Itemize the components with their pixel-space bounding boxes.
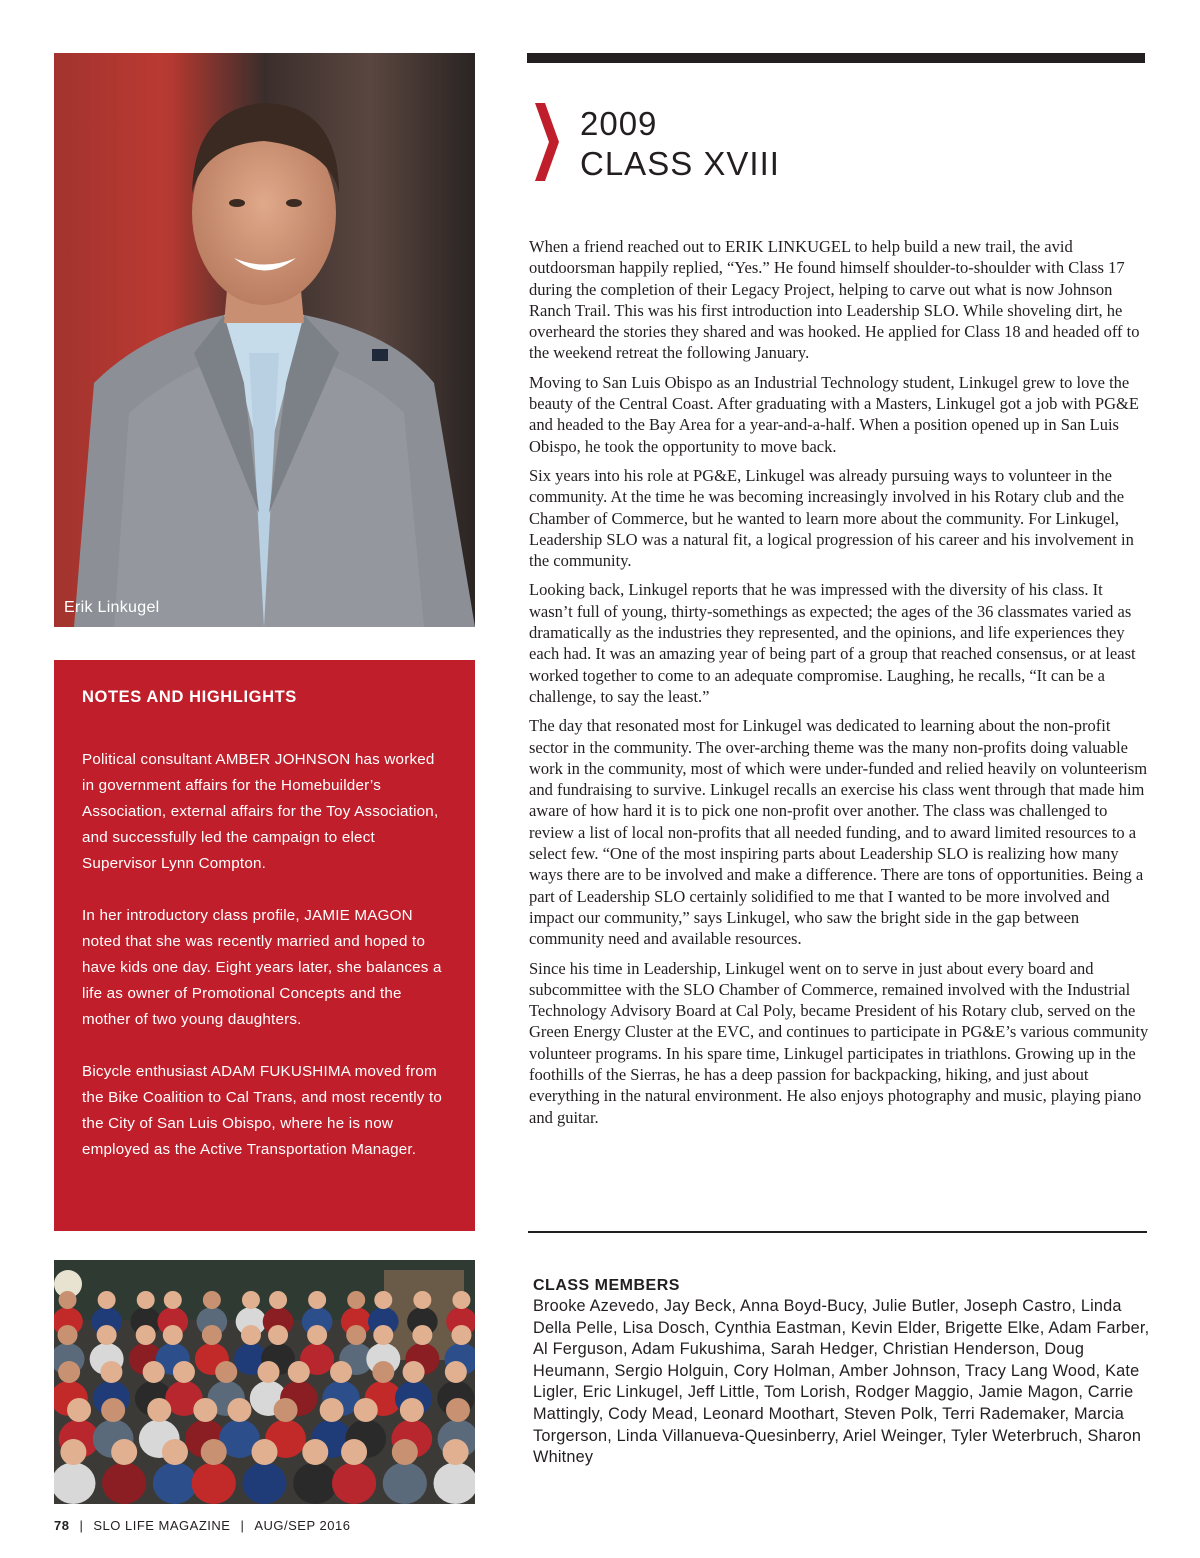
notes-paragraph: In her introductory class profile, JAMIE MAGON noted that she was recently married and hoped to have kids one day. Eight years later, she balances a life as owner of Promotional Concepts and the mother of two young daughters. (82, 907, 442, 1028)
footer-separator: | (79, 1518, 84, 1533)
portrait-photo (54, 53, 475, 627)
page-number: 78 (54, 1518, 70, 1533)
notes-box (54, 660, 475, 1231)
portrait-illustration (54, 53, 475, 627)
chevron-icon (535, 103, 559, 181)
section-rule (528, 1231, 1147, 1233)
page-footer (54, 1518, 350, 1533)
notes-paragraph: Political consultant AMBER JOHNSON has worked in government affairs for the Homebuilder’s Association, external affairs for the Toy Association, and successfully led the campaign to elect Supervisor Lynn Compton. (82, 751, 439, 872)
issue-date: AUG/SEP 2016 (254, 1518, 351, 1533)
article-paragraph: Moving to San Luis Obispo as an Industrial Technology student, Linkugel grew to love the beauty of the Central Coast. After graduating with a Masters, Linkugel got a job with PG&E and headed to the Bay Area for a year-and-a-half. When a position opened up in San Luis Obispo, he took the opportunity to move back. (529, 372, 1139, 456)
notes-paragraph: Bicycle enthusiast ADAM FUKUSHIMA moved from the Bike Coalition to Cal Trans, and most recently to the City of San Luis Obispo, where he is now employed as the Active Transportation Manager. (82, 1063, 443, 1158)
class-members (533, 1276, 1153, 1469)
class-name: CLASS XVIII (580, 145, 780, 182)
article-body (529, 236, 1149, 1136)
article-paragraph: When a friend reached out to ERIK LINKUGEL to help build a new trail, the avid outdoorsman happily replied, “Yes.” He found himself shoulder-to-shoulder with Class 17 during the completion of their Legacy Project, helping to carve out what is now Johnson Ranch Trail. This was his first introduction into Leadership SLO. While shoveling dirt, he overheard the stories they shared and was hooked. He applied for Class 18 and headed off to the weekend retreat the following January. (529, 237, 1140, 363)
group-illustration (54, 1260, 475, 1504)
footer-separator: | (240, 1518, 245, 1533)
group-photo (54, 1260, 475, 1504)
article-paragraph: Since his time in Leadership, Linkugel went on to serve in just about every board and subcommittee with the SLO Chamber of Commerce, remained involved with the Industrial Technology Advisory Board at Cal Poly, became President of his Rotary club, served on the Green Energy Cluster at the EVC, and continues to participate in PG&E’s various community volunteer programs. In his spare time, Linkugel participates in triathlons. Growing up in the foothills of the Sierras, he has a deep passion for backpacking, hiking, and just about everything in the natural environment. He also enjoys photography and music, playing piano and guitar. (529, 958, 1149, 1127)
members-list: Brooke Azevedo, Jay Beck, Anna Boyd-Bucy, Julie Butler, Joseph Castro, Linda Della Pelle, Lisa Dosch, Cynthia Eastman, Kevin Elder, Brigette Elke, Adam Farber, Al Ferguson, Adam Fukushima, Sarah Hedger, Christian Henderson, Doug Heumann, Sergio Holguin, Cory Holman, Amber Johnson, Tracy Lang Wood, Kate Ligler, Eric Linkugel, Jeff Little, Tom Lorish, Rodger Maggio, Jamie Magon, Carrie Mattingly, Cody Mead, Leonard Moothart, Steven Polk, Terri Rademaker, Marcia Torgerson, Linda Villanueva-Quesinberry, Ariel Weinger, Tyler Weterbruch, Sharon Whitney (533, 1297, 1150, 1467)
photo-caption: Erik Linkugel (64, 599, 160, 616)
members-title: CLASS MEMBERS (533, 1277, 680, 1294)
top-rule (527, 53, 1145, 63)
article-paragraph: Looking back, Linkugel reports that he was impressed with the diversity of his class. It wasn’t full of young, thirty-somethings as expected; the ages of the 36 classmates varied as dramatically as the industries they represented, and the opinions, and life experiences they each had. It was an amazing year of being part of a group that reached consensus, or at least worked together to come to an adequate compromise. Laughing, he recalls, “It can be a challenge, to say the least.” (529, 580, 1136, 706)
class-year: 2009 (580, 105, 658, 142)
article-paragraph: Six years into his role at PG&E, Linkugel was already pursuing ways to volunteer in the community. At the time he was becoming increasingly involved in his Rotary club and the Chamber of Commerce, but he wanted to learn more about the community. For Linkugel, Leadership SLO was a natural fit, a logical progression of his career and his involvement in the community. (529, 465, 1134, 571)
magazine-name: SLO LIFE MAGAZINE (93, 1518, 231, 1533)
class-heading (580, 104, 780, 184)
notes-title: NOTES AND HIGHLIGHTS (82, 688, 297, 706)
article-paragraph: The day that resonated most for Linkugel was dedicated to learning about the non-profit sector in the community. The over-arching theme was the many non-profits doing valuable work in the community, most of which were under-funded and relied heavily on volunteerism and fundraising to survive. Linkugel recalls an exercise his class went through that made him aware of how hard it is to pick one non-profit over another. The class was challenged to review a list of local non-profits that all needed funding, and to award limited resources to a select few. “One of the most inspiring parts about Leadership SLO is realizing how many ways there are to be involved and make a difference. There are tons of opportunities. Being a part of Leadership SLO certainly solidified to me that I wanted to be more involved and impact our community,” says Linkugel, who saw the bright side in the gap between community need and available resources. (529, 716, 1148, 949)
